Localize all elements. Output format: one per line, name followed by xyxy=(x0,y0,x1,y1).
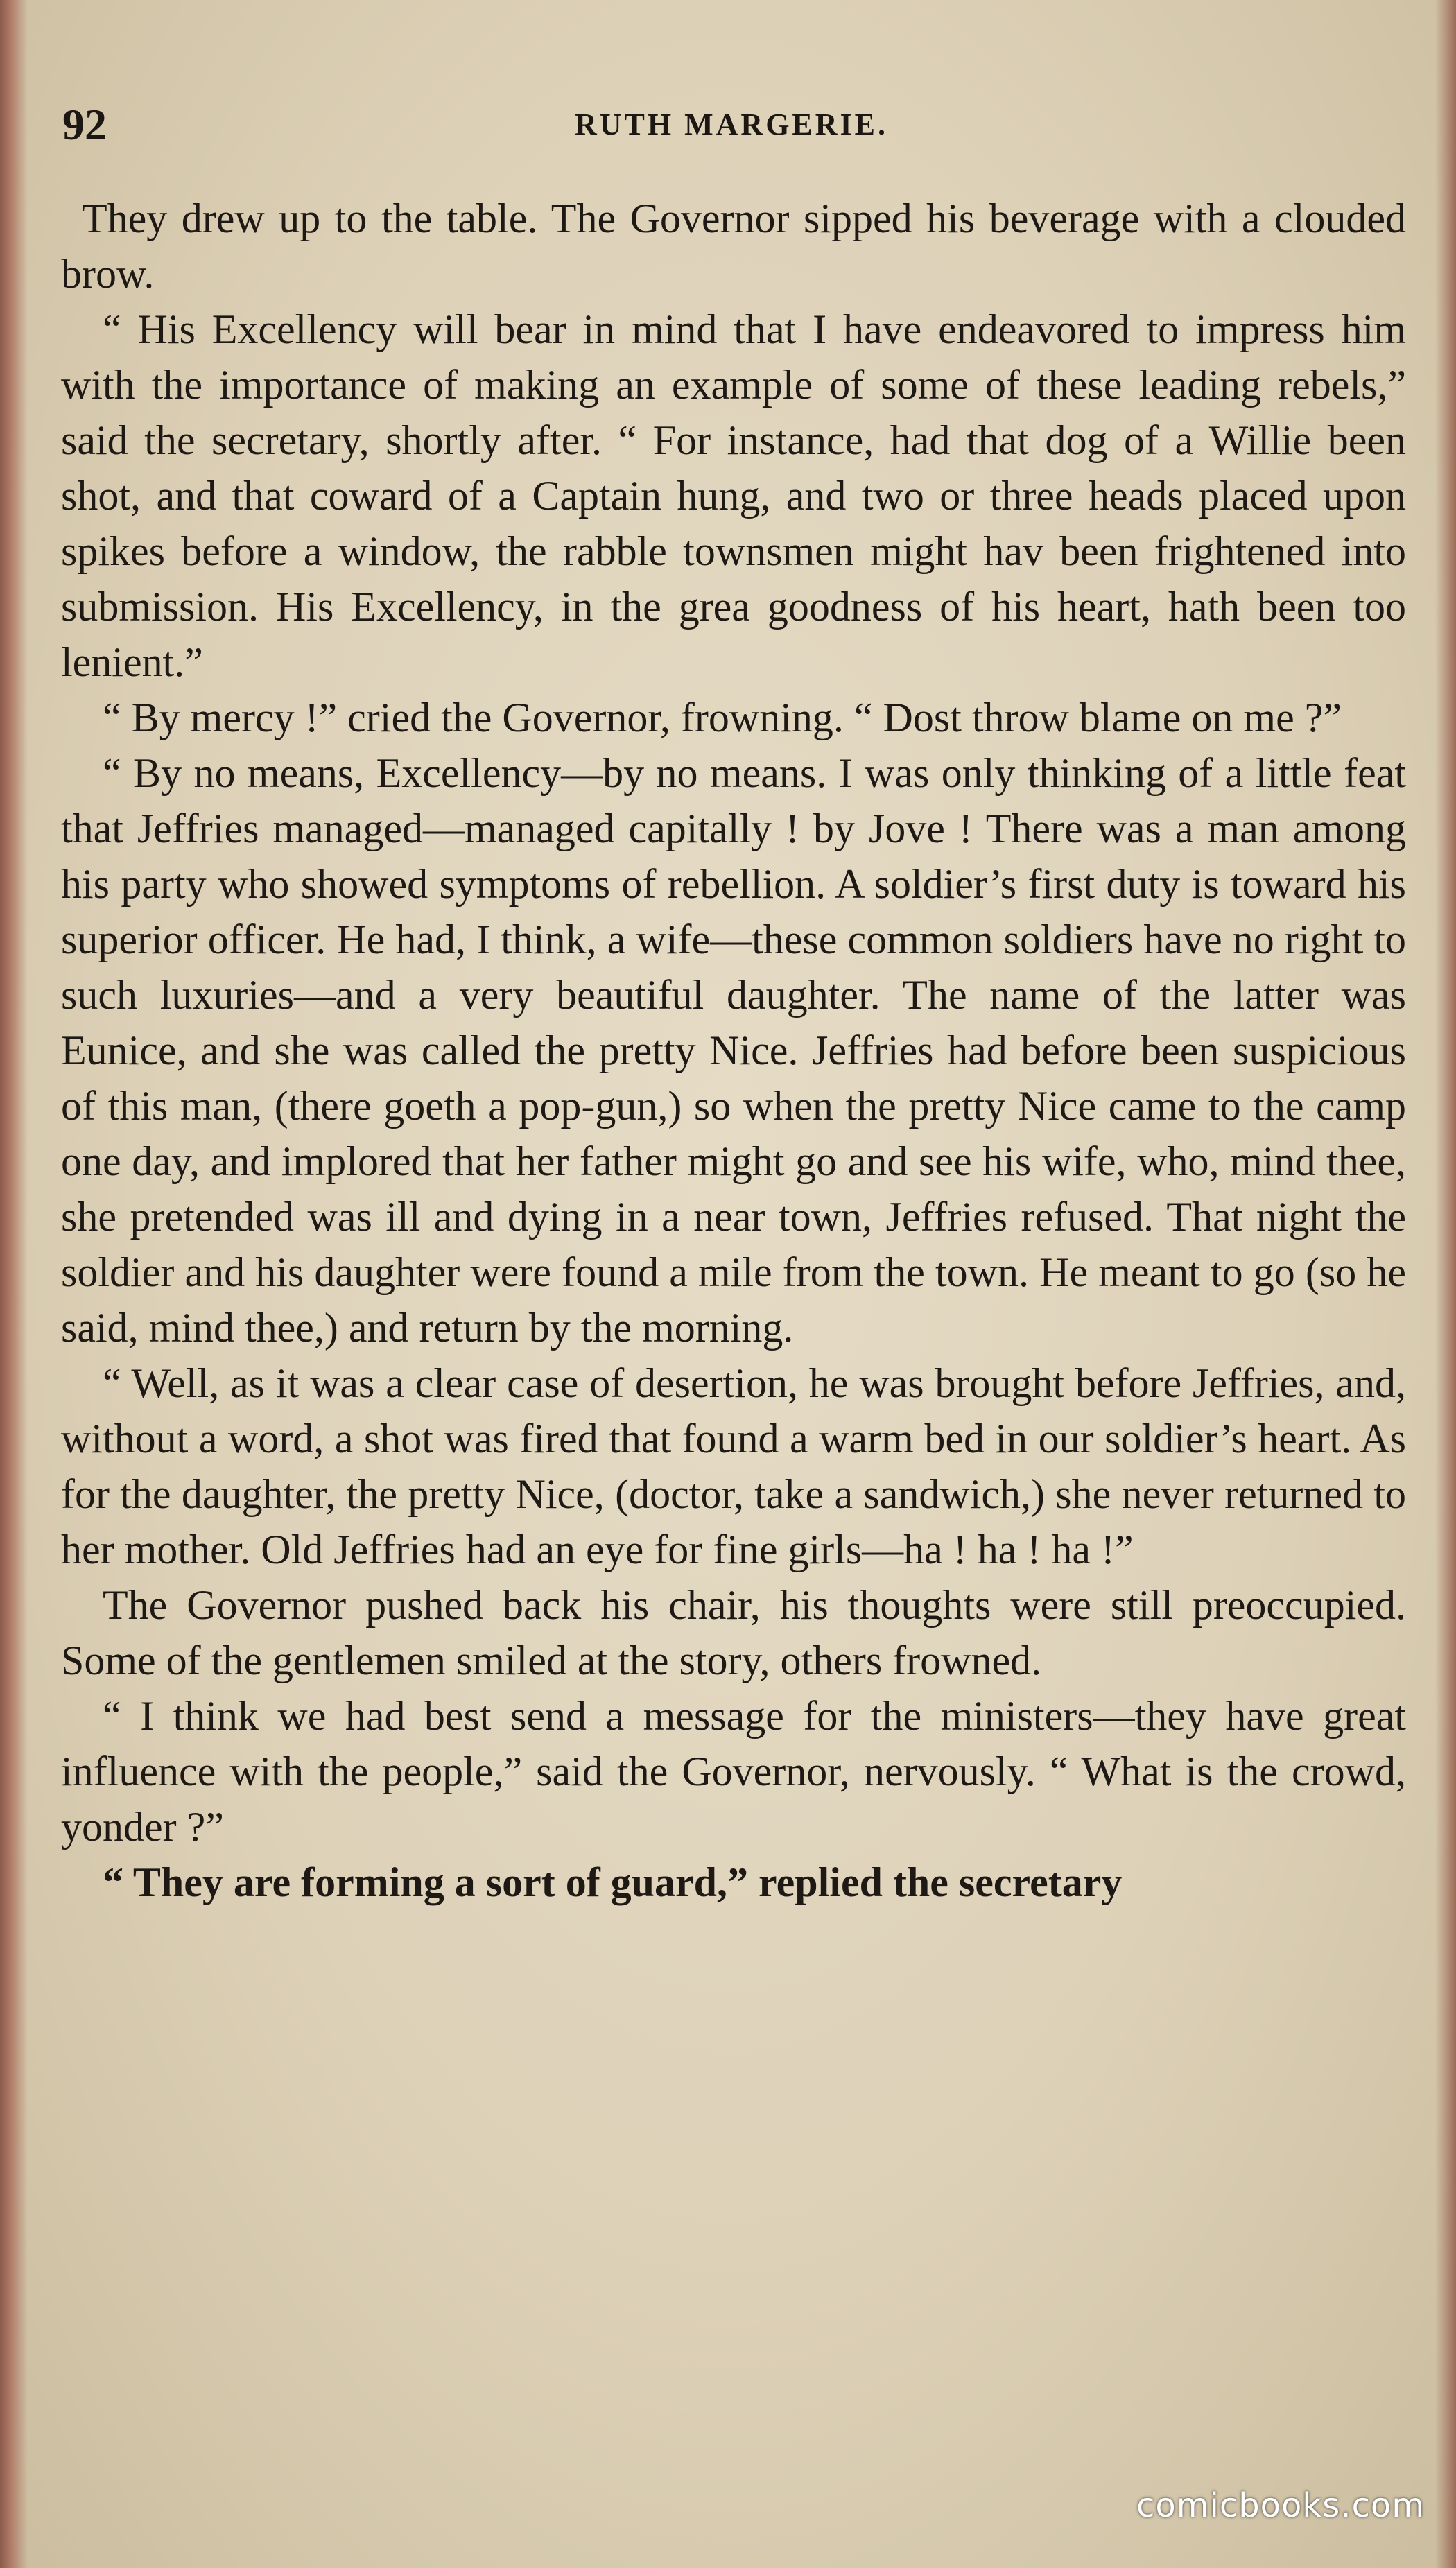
paragraph: “ His Excellency will bear in mind that I have endeavored to impress him with the importance of making an example of some of these leading rebels,” said the secretary, shortly after. “ For instance, had that dog of a Willie been shot, and that coward of a Captain hung, and two or three heads placed upon spikes before a window, the rabble townsmen might hav been frightened into submission. His Excellency, in the grea goodness of his heart, hath been too lenient.” xyxy=(61,306,1406,685)
watermark: comicbooks.com xyxy=(1136,2486,1425,2525)
running-title: RUTH MARGERIE. xyxy=(574,107,889,141)
page-edge-shadow-right xyxy=(1435,0,1456,2568)
page-edge-shadow-left xyxy=(0,0,28,2568)
paragraph-partial: “ They are forming a sort of guard,” replied the secretary xyxy=(103,1859,1123,1905)
paragraph: “ Well, as it was a clear case of desertion, he was brought before Jeffries, and, without a word, a shot was fired that found a warm bed in our soldier’s heart. As for the daughter, the pretty Nice, (doctor, take a sandwich,) she never returned to her mother. Old Jeffries had an eye for fine girls—ha ! ha ! ha !” xyxy=(61,1360,1406,1572)
body-text xyxy=(61,191,1406,1910)
paragraph: The Governor pushed back his chair, his thoughts were still preoccupied. Some of the gentlemen smiled at the story, others frowned. xyxy=(61,1582,1406,1683)
paragraph: They drew up to the table. The Governor sipped his beverage with a clouded brow. xyxy=(61,196,1406,297)
page-header xyxy=(62,97,1401,153)
paragraph: “ By no means, Excellency—by no means. I was only thinking of a little feat that Jeffries managed—managed capitally ! by Jove ! There was a man among his party who showed symptoms of rebellion. A soldier’s first duty is toward his superior officer. He had, I think, a wife—these common soldiers have no right to such luxuries—and a very beautiful daughter. The name of the latter was Eunice, and she was called the pretty Nice. Jeffries had before been suspicious of this man, (there goeth a pop-gun,) so when the pretty Nice came to the camp one day, and implored that her father might go and see his wife, who, mind thee, she pretended was ill and dying in a near town, Jeffries refused. That night the soldier and his daughter were found a mile from the town. He meant to go (so he said, mind thee,) and return by the morning. xyxy=(61,750,1406,1351)
page-number: 92 xyxy=(62,100,107,149)
paragraph: “ I think we had best send a message for the ministers—they have great influence with the people,” said the Governor, nervously. “ What is the crowd, yonder ?” xyxy=(61,1693,1406,1850)
paragraph: “ By mercy !” cried the Governor, frowning. “ Dost throw blame on me ?” xyxy=(103,695,1342,740)
